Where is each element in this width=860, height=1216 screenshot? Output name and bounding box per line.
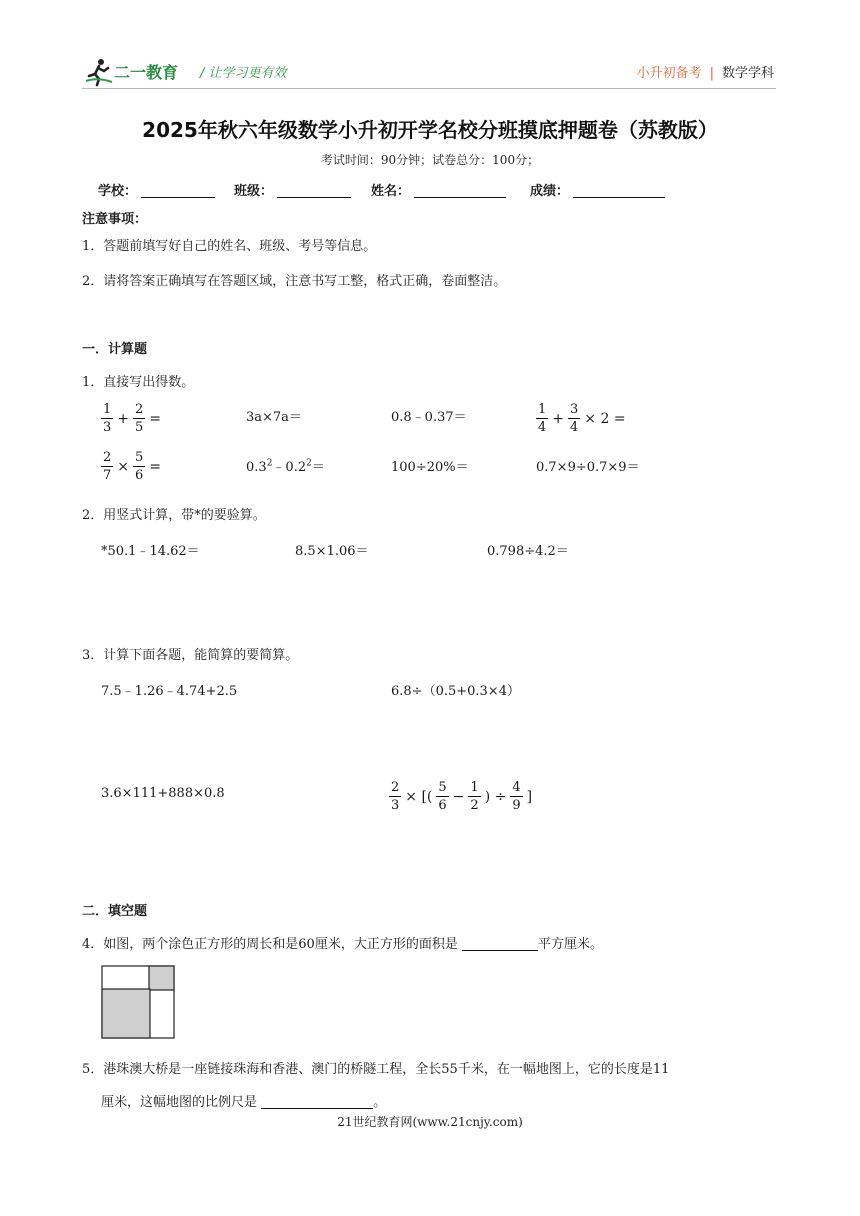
q5-line2: 厘米，这幅地图的比例尺是 。	[101, 1095, 387, 1110]
header-divider	[82, 88, 776, 89]
q2-item: 0.798÷4.2＝	[487, 544, 569, 559]
fraction: $\frac{2}{5}$	[135, 402, 144, 435]
fraction: $\frac{1}{3}$	[103, 402, 112, 435]
q1-expr-1: $\frac{1}{3}$ + $\frac{2}{5}$ =	[103, 402, 162, 435]
score-field	[530, 180, 665, 199]
q1-expr-5: $\frac{2}{7}$ × $\frac{5}{6}$ =	[103, 450, 162, 483]
name-label: 姓名：	[371, 184, 411, 199]
school-label: 学校：	[98, 184, 138, 199]
q4-answer-blank[interactable]	[462, 936, 538, 951]
q2-text: 2．用竖式计算，带*的要验算。	[82, 508, 266, 523]
name-field	[371, 180, 506, 199]
class-field	[234, 180, 351, 199]
logo-text: 二一教育	[114, 63, 179, 82]
q3-expr-4: $\frac{2}{3}$ × [( $\frac{5}{6}$ − $\frac{1}{2}$ ) ÷ $\frac{4}{9}$ ]	[391, 780, 533, 813]
class-blank[interactable]	[277, 183, 351, 198]
fraction: $\frac{1}{2}$	[470, 780, 479, 813]
exam-info: 考试时间：90分钟；试卷总分：100分；	[320, 153, 540, 167]
q1-expr-7: 100÷20%＝	[391, 460, 469, 475]
q3-item: 3.6×111+888×0.8	[101, 786, 225, 801]
section1-heading: 一．计算题	[82, 342, 148, 357]
page-title: 2025年秋六年级数学小升初开学名校分班摸底押题卷（苏教版）	[142, 118, 718, 142]
squares-figure	[101, 965, 175, 1039]
q2-item: *50.1﹣14.62＝	[101, 544, 200, 559]
category-label: 小升初备考	[636, 66, 702, 81]
header-right	[637, 62, 774, 81]
section2-heading: 二．填空题	[82, 904, 148, 919]
logo	[84, 57, 194, 89]
fraction: $\frac{5}{6}$	[438, 780, 447, 813]
school-blank[interactable]	[141, 183, 215, 198]
subject-label: 数学学科	[721, 66, 774, 81]
q5-answer-blank[interactable]	[261, 1094, 373, 1109]
school-field	[98, 180, 215, 199]
q1-expr-8: 0.7×9÷0.7×9＝	[536, 460, 640, 475]
fraction: $\frac{5}{6}$	[135, 450, 144, 483]
q1-expr-6: $0.3^2﹣0.2^2=$	[246, 458, 325, 475]
q2-item: 8.5×1.06＝	[295, 544, 369, 559]
q3-item: 6.8÷（0.5+0.3×4）	[391, 684, 520, 699]
notice-heading: 注意事项：	[82, 212, 148, 227]
q3-item: 7.5﹣1.26﹣4.74+2.5	[101, 684, 238, 699]
q1-expr-3: 0.8﹣0.37＝	[391, 410, 467, 425]
class-label: 班级：	[234, 184, 274, 199]
score-label: 成绩：	[530, 184, 570, 199]
name-blank[interactable]	[414, 183, 506, 198]
score-blank[interactable]	[573, 183, 665, 198]
q4-text: 4．如图，两个涂色正方形的周长和是60厘米，大正方形的面积是 平方厘米。	[82, 937, 603, 952]
fraction: $\frac{3}{4}$	[570, 402, 579, 435]
fraction: $\frac{1}{4}$	[538, 402, 547, 435]
runner-logo-icon	[84, 57, 114, 87]
q3-text: 3．计算下面各题，能简算的要简算。	[82, 648, 299, 663]
q5-line1: 5．港珠澳大桥是一座链接珠海和香港、澳门的桥隧工程，全长55千米，在一幅地图上，它的长度是11	[82, 1062, 670, 1077]
fraction: $\frac{4}{9}$	[512, 780, 521, 813]
q1-expr-2: 3a×7a＝	[246, 410, 302, 425]
header-separator: |	[709, 66, 714, 81]
q1-text: 1．直接写出得数。	[82, 375, 195, 390]
fraction: $\frac{2}{3}$	[391, 780, 400, 813]
footer: 21世纪教育网(www.21cnjy.com)	[337, 1115, 523, 1129]
notice-item: 2．请将答案正确填写在答题区域，注意书写工整，格式正确，卷面整洁。	[82, 274, 507, 289]
fraction: $\frac{2}{7}$	[103, 450, 112, 483]
notice-item: 1．答题前填写好自己的姓名、班级、考号等信息。	[82, 239, 377, 254]
q1-expr-4: $\frac{1}{4}$ + $\frac{3}{4}$ × 2 =	[538, 402, 626, 435]
slogan: / 让学习更有效	[200, 66, 287, 81]
